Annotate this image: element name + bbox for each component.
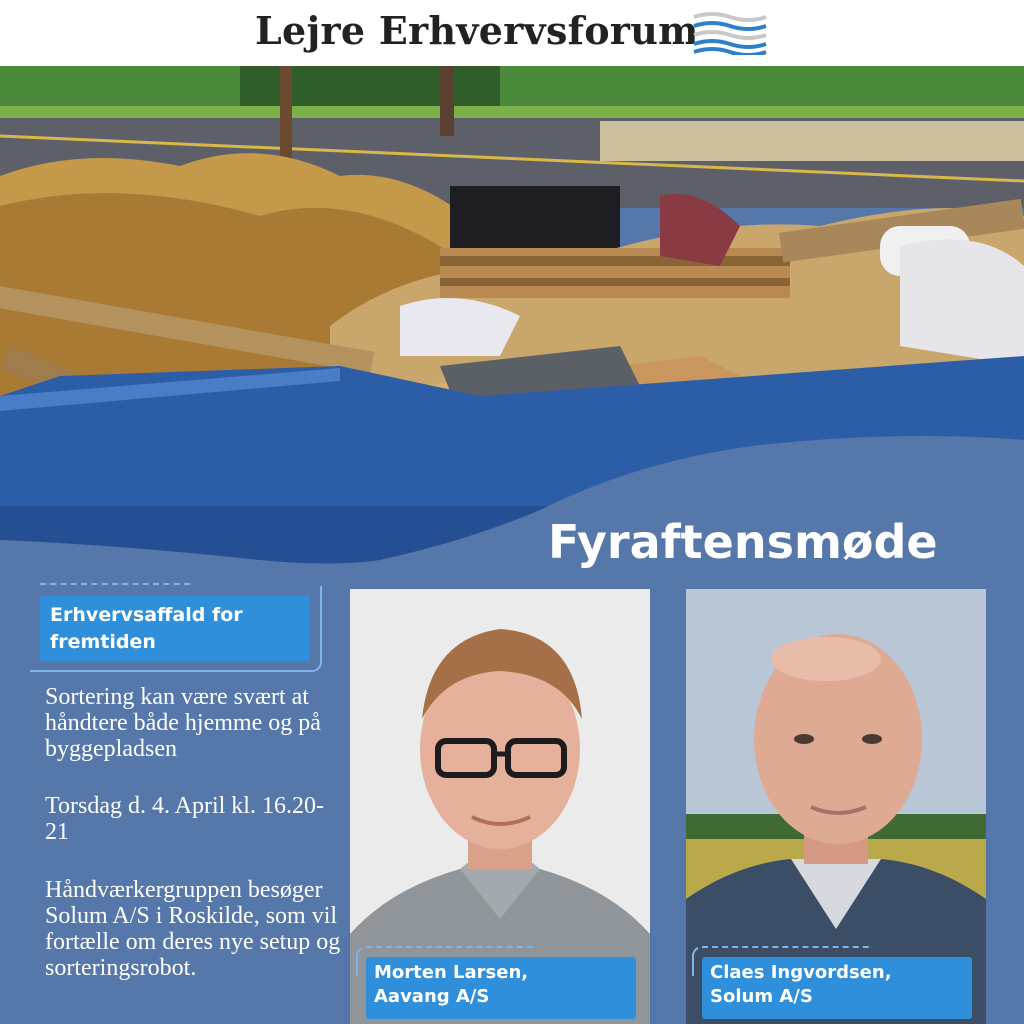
speaker-1-badge: [366, 957, 636, 1019]
speaker-2-name: Claes Ingvordsen,: [710, 962, 892, 983]
speaker-1-name: Morten Larsen,: [374, 962, 529, 983]
topic-decor-dash: [40, 583, 190, 585]
event-intro: Sortering kan være svært at håndtere både hjemme og på byggepladsen: [45, 684, 321, 762]
topic-badge: [40, 596, 310, 661]
speaker-1-company: Aavang A/S: [374, 986, 490, 1007]
panel-wave: [0, 400, 1024, 600]
event-title: Fyraftensmøde: [548, 515, 938, 569]
header-bar: [0, 0, 1024, 66]
brand-title: Lejre Erhvervsforum: [255, 8, 699, 53]
speaker-2-company: Solum A/S: [710, 986, 813, 1007]
wave-lines-logo-icon: [690, 9, 770, 55]
event-description: Håndværkergruppen besøger Solum A/S i Roskilde, som vil fortælle om deres nye setup og sorteringsrobot.: [45, 877, 341, 981]
event-datetime: Torsdag d. 4. April kl. 16.20-21: [45, 793, 324, 845]
speaker-2-badge: [702, 957, 972, 1019]
topic-label: Erhvervsaffald for fremtiden: [50, 604, 243, 653]
